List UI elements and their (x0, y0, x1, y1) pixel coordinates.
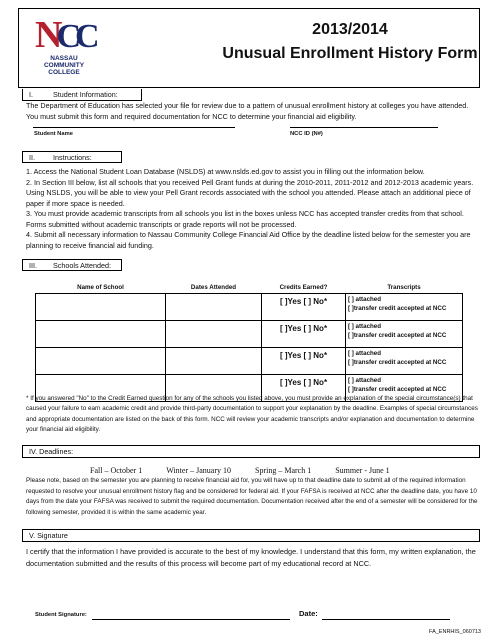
credits-footnote: * If you answered "No" to the Credit Earned question for any of the schools you listed above, you must provide an explanation of the special circumstance(s) that caused your failure to earn academic credit and provide third-party documentation to support your explanation by the deadline. Examples of special circumstances and appropriate documentation are listed on the back of this form. NCC will review your academic transcripts and/or explanation and documentation to determine your financial aid eligibility. (26, 395, 478, 433)
instruction-item: 2. In Section III below, list all schools that you received Pell Grant funds at during the 2010-2011, 2011-2012 and 2012-2013 academic years. Using NSLDS, you will be able to view your Pell Grant records associated with the school you attended. Please attach an additional piece of paper if more space is needed. (26, 177, 474, 208)
col-credits: Credits Earned? (262, 283, 346, 293)
instructions-list (26, 167, 481, 251)
student-signature-label: Student Signature: (35, 612, 87, 618)
form-title (219, 21, 481, 63)
section-signature-heading: V. Signature (22, 529, 480, 542)
credits-checkbox-cell[interactable]: [ ]Yes [ ] No* (262, 374, 346, 401)
certification-text: I certify that the information I have provided is accurate to the best of my knowledge. I understand that this form, my written explanation, the documentation submitted and the results of this process will become part of my educational record at NCC. (26, 547, 476, 568)
transcripts-checkbox-cell[interactable]: [ ] attached [ ]transfer credit accepted at NCC (346, 293, 463, 320)
deadline-summer: Summer - June 1 (335, 466, 390, 475)
ncc-id-line[interactable] (290, 127, 438, 128)
table-row (36, 320, 463, 347)
form-header (18, 8, 480, 88)
student-name-label: Student Name (34, 131, 73, 137)
form-code: FA_ENRHIS_060713 (429, 629, 481, 635)
form-name: Unusual Enrollment History Form (222, 45, 478, 62)
school-name-cell[interactable] (36, 293, 166, 320)
school-name-cell[interactable] (36, 347, 166, 374)
intro-text: The Department of Education has selected your file for review due to a pattern of unusual enrollment history at colleges you have attended. You must submit this form and required documentation for NCC to determine your financial aid eligibility. (26, 101, 469, 121)
instruction-item: 1. Access the National Student Loan Database (NSLDS) at www.nslds.ed.gov to assist you in filling out the information below. (26, 167, 425, 176)
instruction-item: 4. Submit all necessary information to Nassau Community College Financial Aid Office by the deadline listed below for the semester you are planning to receive financial aid funding. (26, 230, 471, 250)
credits-checkbox-cell[interactable]: [ ]Yes [ ] No* (262, 293, 346, 320)
student-name-line[interactable] (33, 127, 235, 128)
deadline-fall: Fall – October 1 (90, 466, 143, 475)
dates-cell[interactable] (166, 347, 262, 374)
col-dates: Dates Attended (166, 283, 262, 293)
dates-cell[interactable] (166, 320, 262, 347)
dates-cell[interactable] (166, 293, 262, 320)
date-line[interactable] (322, 619, 450, 620)
col-transcripts: Transcripts (346, 283, 463, 293)
section-schools-heading: III. Schools Attended: (22, 259, 122, 271)
table-row (36, 347, 463, 374)
ncc-id-label: NCC ID (N#) (290, 131, 323, 137)
credits-checkbox-cell[interactable]: [ ]Yes [ ] No* (262, 347, 346, 374)
section-instructions-heading: II. Instructions: (22, 151, 122, 163)
deadline-winter: Winter – January 10 (166, 466, 231, 475)
section-student-info-heading: I. Student Information: (22, 89, 142, 101)
table-row (36, 293, 463, 320)
transcripts-checkbox-cell[interactable]: [ ] attached [ ]transfer credit accepted at NCC (346, 347, 463, 374)
deadlines-row (90, 466, 412, 475)
transcripts-checkbox-cell[interactable]: [ ] attached [ ]transfer credit accepted at NCC (346, 374, 463, 401)
schools-table (35, 283, 463, 402)
student-signature-line[interactable] (92, 619, 290, 620)
deadline-text: Please note, based on the semester you are planning to receive financial aid for, you will have up to that deadline date to submit all of the required information requested to resolve your unusual enrollment history flag and be considered for federal aid. If your FAFSA is received at NCC after the deadline date, you have 10 days from the date your FAFSA was received to submit the required documentation. Documentation received after the end of a semester will be considered for the following semester, provided it is within the same academic year. (26, 477, 478, 516)
ncc-logo: NCC NASSAU COMMUNITY COLLEGE (35, 14, 94, 76)
instruction-item: 3. You must provide academic transcripts from all schools you list in the boxes unless NCC has accepted transfer credits from that school. Forms submitted without academic transcripts or grade reports will not be processed. (26, 209, 464, 229)
date-label: Date: (299, 609, 318, 618)
transcripts-checkbox-cell[interactable]: [ ] attached [ ]transfer credit accepted at NCC (346, 320, 463, 347)
deadline-spring: Spring – March 1 (255, 466, 312, 475)
school-name-cell[interactable] (36, 320, 166, 347)
credits-checkbox-cell[interactable]: [ ]Yes [ ] No* (262, 320, 346, 347)
section-deadlines-heading: IV. Deadlines: (22, 445, 480, 458)
col-school-name: Name of School (36, 283, 166, 293)
form-year: 2013/2014 (312, 21, 388, 38)
